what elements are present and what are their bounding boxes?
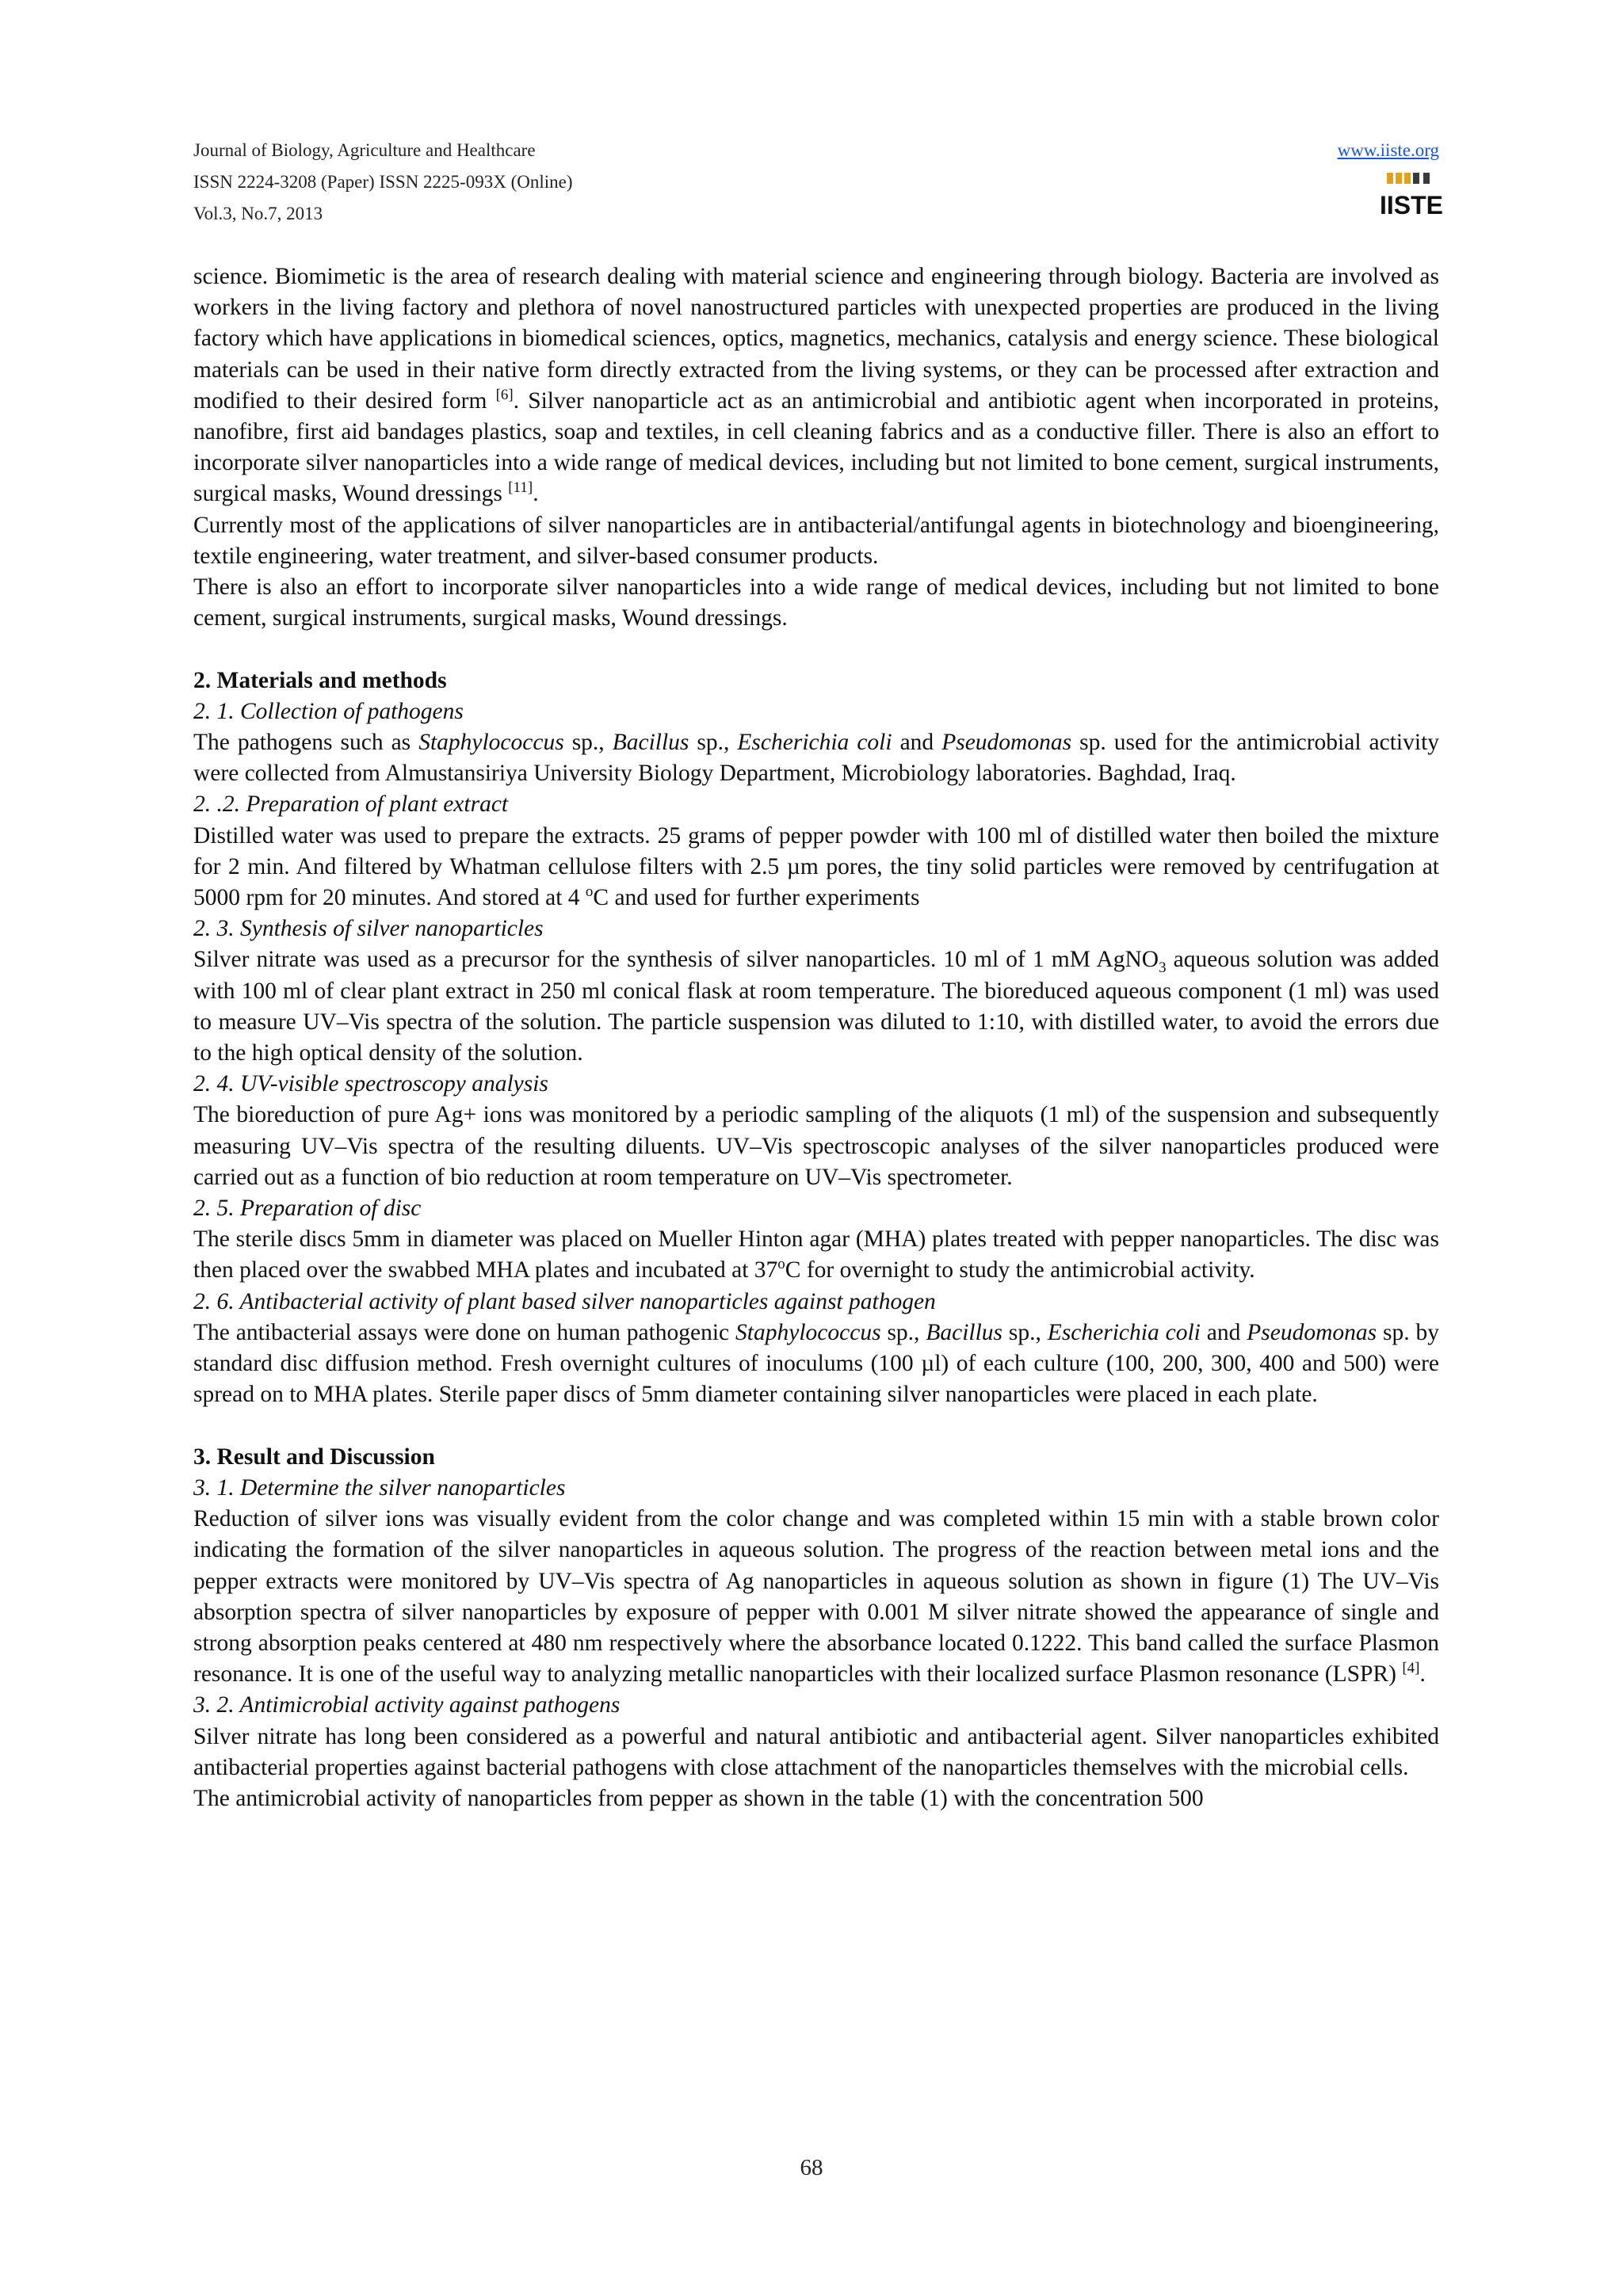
subsection-title-2-6: 2. 6. Antibacterial activity of plant based silver nanoparticles against pathogen [193,1288,936,1314]
logo-text: IISTE [1379,191,1444,219]
paragraph-antimicrobial-1: Silver nitrate has long been considered as a powerful and natural antibiotic and antibacterial agent. Silver nanoparticles exhibited antibacterial properties against bacterial pathogens with close attachment of the nanoparticles themselves with the microbial cells. [193,1723,1439,1780]
page-header [193,135,1444,230]
page-number: 68 [800,2155,823,2180]
paragraph-disc: The sterile discs 5mm in diameter was placed on Mueller Hinton agar (MHA) plates treated with pepper nanoparticles. The disc was then placed over the swabbed MHA plates and incubated at 37$^o$C for overnight to study the antimicrobial activity. [193,1226,1439,1283]
journal-website-link[interactable]: www.iiste.org [1337,140,1439,160]
subsection-title-2-4: 2. 4. UV-visible spectroscopy analysis [193,1071,548,1097]
journal-title: Journal of Biology, Agriculture and Healthcare [193,140,536,160]
section-heading-results: 3. Result and Discussion [193,1444,435,1470]
paragraph-antimicrobial-2: The antimicrobial activity of nanoparticles from pepper as shown in the table (1) with the concentration 500 [193,1785,1204,1811]
subsection-title-3-2: 3. 2. Antimicrobial activity against pathogens [193,1692,621,1718]
subsection-title-2-5: 2. 5. Preparation of disc [193,1196,422,1222]
iiste-logo-icon [1379,170,1444,219]
paragraph-uv-vis: The bioreduction of pure Ag+ ions was monitored by a periodic sampling of the aliquots (1 ml) of the suspension and subsequently measuring UV–Vis spectra of the resulting diluents. UV–Vis spectroscopic analyses of the silver nanoparticles produced were carried out as a function of bio reduction at room temperature on UV–Vis spectrometer. [193,1102,1439,1190]
section-heading-methods: 2. Materials and methods [193,667,447,693]
paragraph-extract: Distilled water was used to prepare the extracts. 25 grams of pepper powder with 100 ml of distilled water then boiled the mixture for 2 min. And filtered by Whatman cellulose filters with 2.5 µm pores, the tiny solid particles were removed by centrifugation at 5000 rpm for 20 minutes. And stored at 4 $^o$C and used for further experiments [193,822,1439,911]
subsection-title-2-2: 2. .2. Preparation of plant extract [193,791,509,818]
subsection-title-2-1: 2. 1. Collection of pathogens [193,698,464,724]
intro-paragraph-1: science. Biomimetic is the area of research dealing with material science and engineering through biology. Bacteria are involved as workers in the living factory and plethora of novel nanostructured particles with unexpected properties are produced in the living factory which have applications in biomedical sciences, optics, magnetics, mechanics, catalysis and energy science. These biological materials can be used in their native form directly extracted from the living systems, or they can be processed after extraction and modified to their desired form [6]. Silver nanoparticle act as an antimicrobial and antibiotic agent when incorporated in proteins, nanofibre, first aid bandages plastics, soap and textiles, in cell cleaning fabrics and as a conductive filler. There is also an effort to incorporate silver nanoparticles into a wide range of medical devices, including but not limited to bone cement, surgical instruments, surgical masks, Wound dressings [11]. [193,264,1439,507]
paragraph-determine: Reduction of silver ions was visually evident from the color change and was completed within 15 min with a stable brown color indicating the formation of the silver nanoparticles in aqueous solution. The progress of the reaction between metal ions and the pepper extracts were monitored by UV–Vis spectra of Ag nanoparticles in aqueous solution as shown in figure (1) The UV–Vis absorption spectra of silver nanoparticles by exposure of pepper with 0.001 M silver nitrate showed the appearance of single and strong absorption peaks centered at 480 nm respectively where the absorbance located 0.1222. This band called the surface Plasmon resonance. It is one of the useful way to analyzing metallic nanoparticles with their localized surface Plasmon resonance (LSPR) [4]. [193,1506,1439,1688]
citation-11: [11] [508,479,533,497]
article-body [193,261,1439,1814]
subsection-title-3-1: 3. 1. Determine the silver nanoparticles [193,1474,566,1501]
citation-4: [4] [1402,1660,1420,1677]
paragraph-synthesis: Silver nitrate was used as a precursor for the synthesis of silver nanoparticles. 10 ml of 1 mM AgNO$_3$ aqueous solution was added with 100 ml of clear plant extract in 250 ml conical flask at room temperature. The bioreduced aqueous component (1 ml) was used to measure UV–Vis spectra of the solution. The particle suspension was diluted to 1:10, with distilled water, to avoid the errors due to the high optical density of the solution. [193,947,1439,1066]
intro-paragraph-3: There is also an effort to incorporate silver nanoparticles into a wide range of medical devices, including but not limited to bone cement, surgical instruments, surgical masks, Wound dressings. [193,574,1439,631]
citation-6: [6] [495,386,514,403]
paragraph-antibacterial: The antibacterial assays were done on human pathogenic Staphylococcus sp., Bacillus sp., Escherichia coli and Pseudomonas sp. by standard disc diffusion method. Fresh overnight cultures of inoculums (100 µl) of each culture (100, 200, 300, 400 and 500) were spread on to MHA plates. Sterile paper discs of 5mm diameter containing silver nanoparticles were placed in each plate. [193,1319,1440,1408]
intro-paragraph-2: Currently most of the applications of silver nanoparticles are in antibacterial/antifungal agents in biotechnology and bioengineering, textile engineering, water treatment, and silver-based consumer products. [193,512,1439,569]
journal-issn: ISSN 2224-3208 (Paper) ISSN 2225-093X (Online) [193,172,573,192]
subsection-title-2-3: 2. 3. Synthesis of silver nanoparticles [193,916,544,942]
paragraph-collection: The pathogens such as Staphylococcus sp., Bacillus sp., Escherichia coli and Pseudomonas sp. used for the antimicrobial activity were collected from Almustansiriya University Biology Department, Microbiology laboratories. Baghdad, Iraq. [193,730,1440,787]
journal-volume: Vol.3, No.7, 2013 [193,204,323,223]
